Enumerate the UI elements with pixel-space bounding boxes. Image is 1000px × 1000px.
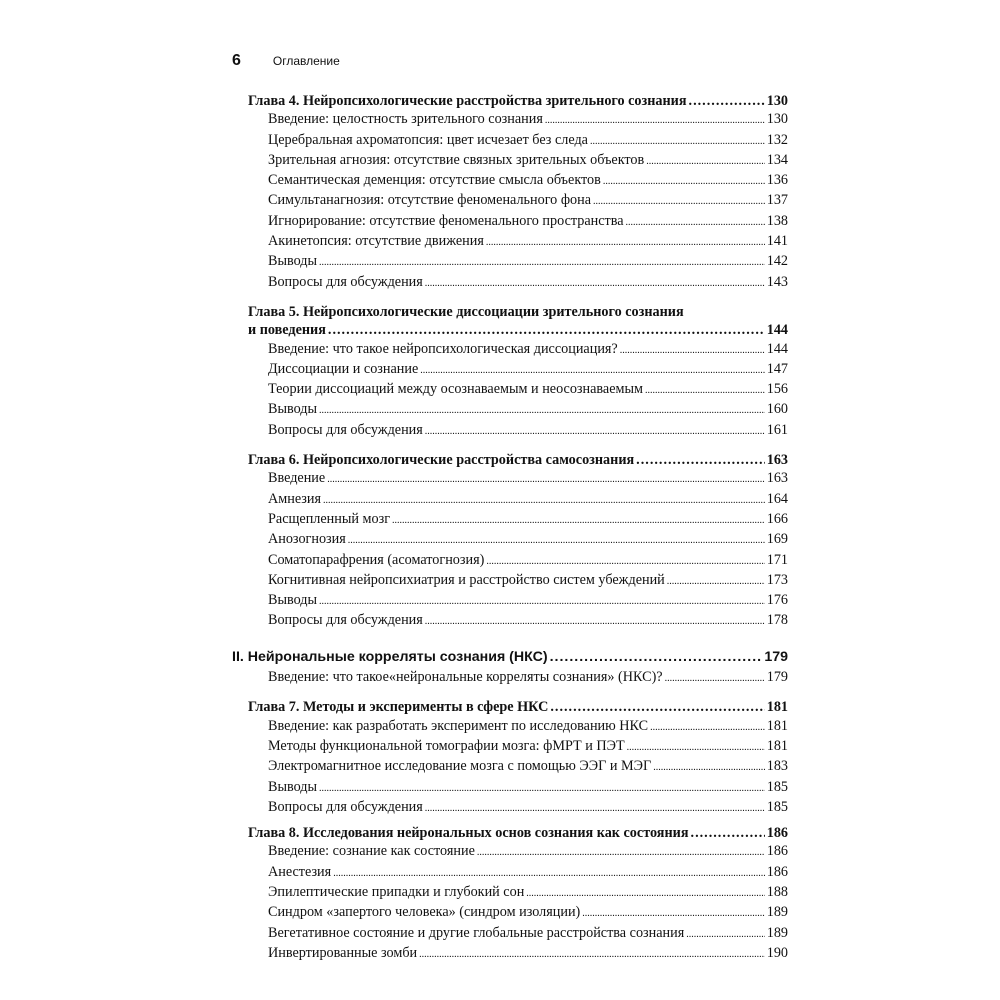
dot-leader [653,759,765,777]
part-2-block [232,648,788,689]
item-title: Амнезия [268,490,322,507]
toc-item [232,944,788,964]
chapter-7-block [232,698,788,818]
toc-item [232,490,788,510]
chapter-title: Глава 6. Нейропсихологические расстройства самосознания [248,452,635,469]
table-of-contents [232,92,788,964]
page-ref: 156 [766,381,788,398]
page-ref: 188 [766,883,788,900]
toc-item [232,273,788,293]
part-2-entry [232,648,788,666]
item-title: Церебральная ахроматопсия: цвет исчезает без следа [268,131,588,148]
chapter-8-block [232,824,788,964]
dot-leader [650,719,765,737]
toc-item [232,717,788,737]
item-title: Анозогнозия [268,531,346,548]
dot-leader [590,133,765,151]
page-ref: 178 [766,612,788,629]
dot-leader [645,382,765,400]
toc-item [232,611,788,631]
item-title: Введение [268,470,326,487]
item-title: Выводы [268,778,318,795]
chapter-title: Глава 4. Нейропсихологические расстройства зрительного сознания [248,93,687,109]
toc-item [232,191,788,211]
item-title: Когнитивная нейропсихиатрия и расстройство систем убеждений [268,571,665,588]
page-ref: 141 [766,233,788,250]
chapter-5-block [232,303,788,441]
page-ref: 142 [766,253,788,270]
dot-leader [486,553,764,571]
chapter-5-entry [232,321,788,339]
page-ref: 164 [766,490,788,507]
chapter-6-block [232,451,788,632]
toc-item [232,380,788,400]
chapter-4-block [232,92,788,293]
item-title: Электромагнитное исследование мозга с помощью ЭЭГ и МЭГ [268,758,652,775]
page-ref: 137 [766,192,788,209]
item-title: Синдром «запертого человека» (синдром изоляции) [268,904,581,921]
page-ref: 176 [766,592,788,609]
page-ref: 161 [766,421,788,438]
dot-leader [593,193,765,211]
page-ref: 134 [766,151,788,168]
dot-leader [582,905,764,923]
chapter-title: Глава 5. Нейропсихологические диссоциации зрительного сознания [248,303,684,320]
chapter-8-entry [232,824,788,842]
page-ref: 179 [766,669,788,686]
toc-item [232,530,788,550]
toc-item [232,863,788,883]
item-title: Введение: что такое нейропсихологическая диссоциация? [268,340,618,357]
dot-leader [689,92,765,110]
toc-item [232,591,788,611]
dot-leader [425,613,765,631]
page-ref: 181 [766,717,788,734]
chapter-title: Глава 7. Методы и эксперименты в сфере НКС [248,699,549,716]
toc-item [232,110,788,130]
item-title: Симультанагнозия: отсутствие феноменального фона [268,192,591,209]
item-title: Теории диссоциаций между осознаваемым и неосознаваемым [268,381,644,398]
page-header [232,52,340,76]
toc-item [232,421,788,441]
toc-item [232,924,788,944]
item-title: Игнорирование: отсутствие феноменального пространства [268,212,624,229]
dot-leader [686,926,764,944]
toc-item [232,842,788,862]
page-ref: 189 [766,904,788,921]
toc-item [232,668,788,688]
item-title: Вегетативное состояние и другие глобальные расстройства сознания [268,924,685,941]
item-title: Вопросы для обсуждения [268,798,423,815]
toc-item [232,212,788,232]
item-title: Инвертированные зомби [268,944,418,961]
dot-leader [627,739,765,757]
toc-item [232,551,788,571]
dot-leader [626,214,765,232]
toc-item [232,151,788,171]
page-ref: 171 [766,551,788,568]
toc-item [232,798,788,818]
dot-leader [327,471,765,489]
page-ref: 181 [766,699,788,716]
item-title: Анестезия [268,863,332,880]
dot-leader [477,844,765,862]
page-ref: 173 [766,571,788,588]
item-title: Выводы [268,401,318,418]
dot-leader [319,402,765,420]
chapter-title: Глава 8. Исследования нейрональных основ сознания как состояния [248,825,689,842]
item-title: Введение: сознание как состояние [268,843,475,860]
page-ref: 132 [766,131,788,148]
page-ref: 185 [766,778,788,795]
dot-leader [425,275,765,293]
part-title: II. Нейрональные корреляты сознания (НКС) [232,648,548,665]
item-title: Введение: что такое«нейрональные корреляты сознания» (НКС)? [268,669,663,686]
item-title: Вопросы для обсуждения [268,421,423,438]
item-title: Введение: как разработать эксперимент по исследованию НКС [268,717,649,734]
page-ref: 186 [766,863,788,880]
page-ref: 186 [766,825,788,842]
dot-leader [328,321,765,339]
page-ref: 138 [766,212,788,229]
toc-item [232,131,788,151]
dot-leader [425,800,765,818]
item-title: Вопросы для обсуждения [268,273,423,290]
dot-leader [419,946,765,964]
page-ref: 166 [766,510,788,527]
page-ref: 144 [766,340,788,357]
chapter-7-entry [232,698,788,716]
item-title: Выводы [268,592,318,609]
item-title: Акинетопсия: отсутствие движения [268,233,484,250]
item-title: Соматопарафрения (асоматогнозия) [268,551,485,568]
page-ref: 143 [766,273,788,290]
dot-leader [420,362,764,380]
item-title: Вопросы для обсуждения [268,612,423,629]
page-ref: 189 [766,924,788,941]
dot-leader [425,423,765,441]
toc-item [232,737,788,757]
page-ref: 190 [766,944,788,961]
chapter-title-continued: и поведения [248,322,326,339]
item-title: Эпилептические припадки и глубокий сон [268,883,525,900]
page-ref: 144 [766,322,788,339]
page-ref: 147 [766,360,788,377]
item-title: Выводы [268,253,318,270]
item-title: Расщепленный мозг [268,510,391,527]
dot-leader [603,173,765,191]
item-title: Введение: целостность зрительного сознания [268,111,543,128]
dot-leader [545,112,765,130]
dot-leader [348,532,765,550]
dot-leader [691,824,765,842]
dot-leader [319,780,765,798]
toc-item [232,903,788,923]
dot-leader [665,670,765,688]
page-ref: 136 [766,172,788,189]
toc-item [232,571,788,591]
page-ref: 160 [766,401,788,418]
dot-leader [333,865,765,883]
toc-item [232,252,788,272]
dot-leader [319,254,765,272]
dot-leader [550,648,763,666]
item-title: Методы функциональной томографии мозга: фМРТ и ПЭТ [268,737,625,754]
toc-item [232,340,788,360]
chapter-6-entry [232,451,788,469]
chapter-4-entry [232,92,788,110]
item-title: Зрительная агнозия: отсутствие связных зрительных объектов [268,151,645,168]
dot-leader [392,512,765,530]
toc-item [232,360,788,380]
page-ref: 163 [766,470,788,487]
item-title: Семантическая деменция: отсутствие смысла объектов [268,172,601,189]
page-number: 6 [232,52,241,69]
page-ref: 185 [766,798,788,815]
page-ref: 186 [766,843,788,860]
page-ref: 163 [766,452,788,469]
toc-item [232,757,788,777]
page-ref: 130 [766,93,788,109]
page-ref: 169 [766,531,788,548]
page-ref: 130 [766,111,788,128]
toc-item [232,232,788,252]
dot-leader [323,492,765,510]
page-ref: 183 [766,758,788,775]
toc-item [232,469,788,489]
toc-item [232,883,788,903]
dot-leader [636,451,765,469]
dot-leader [646,153,765,171]
dot-leader [486,234,765,252]
dot-leader [319,593,765,611]
running-title: Оглавление [272,54,340,68]
dot-leader [667,573,765,591]
toc-item [232,400,788,420]
page-ref: 181 [766,737,788,754]
dot-leader [620,342,765,360]
toc-item [232,171,788,191]
toc-item [232,778,788,798]
page-ref: 179 [764,648,788,665]
toc-item [232,510,788,530]
dot-leader [550,698,764,716]
dot-leader [526,885,764,903]
item-title: Диссоциации и сознание [268,360,419,377]
